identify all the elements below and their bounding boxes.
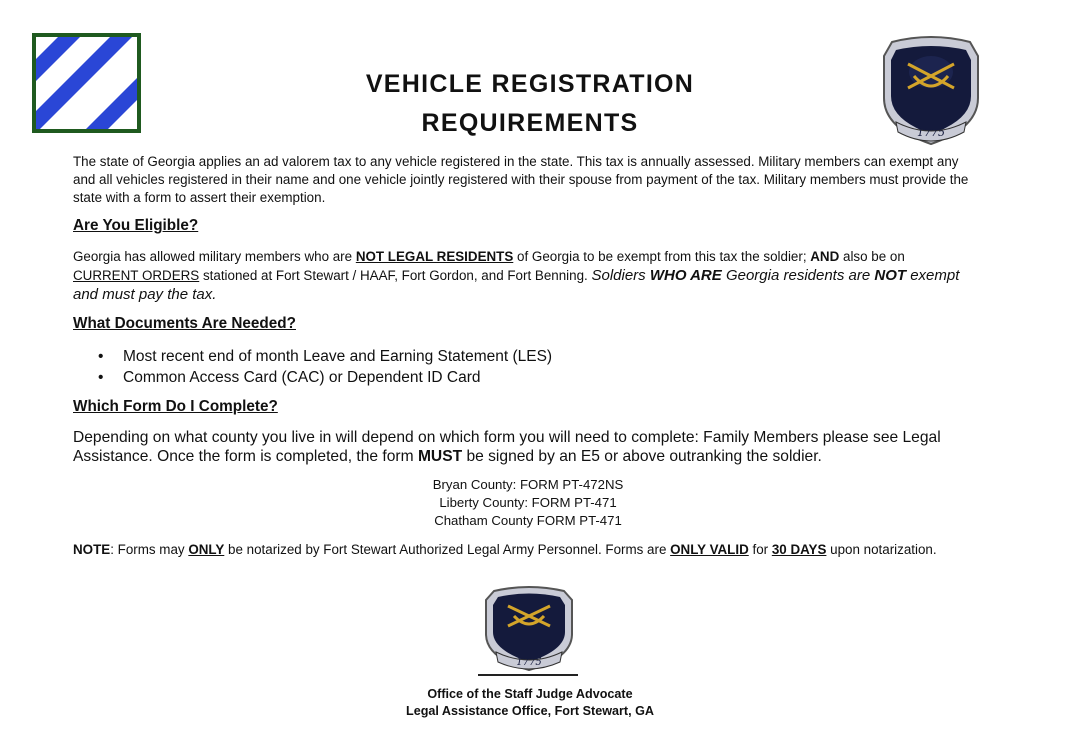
division-patch-logo bbox=[32, 33, 141, 133]
documents-list bbox=[98, 346, 552, 388]
intro-paragraph: The state of Georgia applies an ad valorem tax to any vehicle registered in the state. This tax is annually assessed. Military members can exempt any and all vehicles registered in their name and one vehicle jointly registered with their spouse from payment of the tax. Military members must provide the state with a form to assert their exemption. bbox=[73, 154, 969, 205]
county-form-item: Chatham County FORM PT-471 bbox=[434, 513, 622, 528]
page-title-line-2: REQUIREMENTS bbox=[421, 109, 639, 137]
county-form-list bbox=[328, 476, 728, 530]
page-title-line-1: VEHICLE REGISTRATION bbox=[365, 70, 695, 98]
text-run: stationed at Fort Stewart / HAAF, Fort Gordon, and Fort Benning. bbox=[199, 268, 592, 283]
note-paragraph bbox=[73, 541, 973, 559]
emphasis: NOT LEGAL RESIDENTS bbox=[355, 249, 514, 264]
emphasis: AND bbox=[810, 249, 840, 264]
county-form-item: Bryan County: FORM PT-472NS bbox=[432, 477, 624, 492]
footer-location: Legal Assistance Office, Fort Stewart, GA bbox=[406, 704, 654, 718]
form-paragraph bbox=[73, 428, 973, 466]
text-run: Soldiers bbox=[591, 267, 650, 284]
emphasis: 30 DAYS bbox=[771, 542, 827, 557]
text-run: Depending on what county you live in will depend on which form you will need to complete: Family Members please see Legal Assistance. Once the form is completed, the form bbox=[73, 429, 941, 465]
emphasis: ONLY bbox=[188, 542, 225, 557]
footer-divider bbox=[478, 674, 578, 676]
list-item: • Common Access Card (CAC) or Dependent ID Card bbox=[98, 367, 552, 388]
text-run: of Georgia to be exempt from this tax the soldier; bbox=[513, 249, 811, 264]
eligible-heading: Are You Eligible? bbox=[73, 217, 199, 234]
documents-heading: What Documents Are Needed? bbox=[73, 315, 296, 332]
form-heading: Which Form Do I Complete? bbox=[73, 398, 278, 415]
text-run: : Forms may bbox=[110, 542, 189, 557]
text-run: be signed by an E5 or above outranking the soldier. bbox=[462, 448, 822, 465]
crest-year-text: 1775 bbox=[917, 126, 945, 139]
jag-crest-logo-footer bbox=[480, 586, 578, 674]
text-run: be notarized by Fort Stewart Authorized Legal Army Personnel. Forms are bbox=[224, 542, 671, 557]
list-item: • Most recent end of month Leave and Earning Statement (LES) bbox=[98, 346, 552, 367]
text-run: upon notarization. bbox=[826, 542, 937, 557]
text-run: exempt and must pay the tax. bbox=[73, 267, 960, 303]
jag-crest-logo bbox=[878, 36, 984, 148]
eligible-paragraph bbox=[73, 247, 973, 304]
text-run: Georgia has allowed military members who are bbox=[73, 249, 356, 264]
emphasis: ONLY VALID bbox=[670, 542, 749, 557]
emphasis: NOT bbox=[874, 267, 907, 284]
text-run: also be on bbox=[839, 249, 905, 264]
emphasis: CURRENT ORDERS bbox=[73, 268, 200, 283]
text-run: Georgia residents are bbox=[721, 267, 875, 284]
emphasis: WHO ARE bbox=[649, 267, 722, 284]
emphasis: MUST bbox=[417, 448, 463, 465]
county-form-item: Liberty County: FORM PT-471 bbox=[439, 495, 617, 510]
crest-year-text: 1775 bbox=[516, 657, 542, 668]
note-label: NOTE bbox=[73, 542, 111, 557]
footer-office: Office of the Staff Judge Advocate bbox=[427, 687, 633, 701]
text-run: for bbox=[748, 542, 772, 557]
